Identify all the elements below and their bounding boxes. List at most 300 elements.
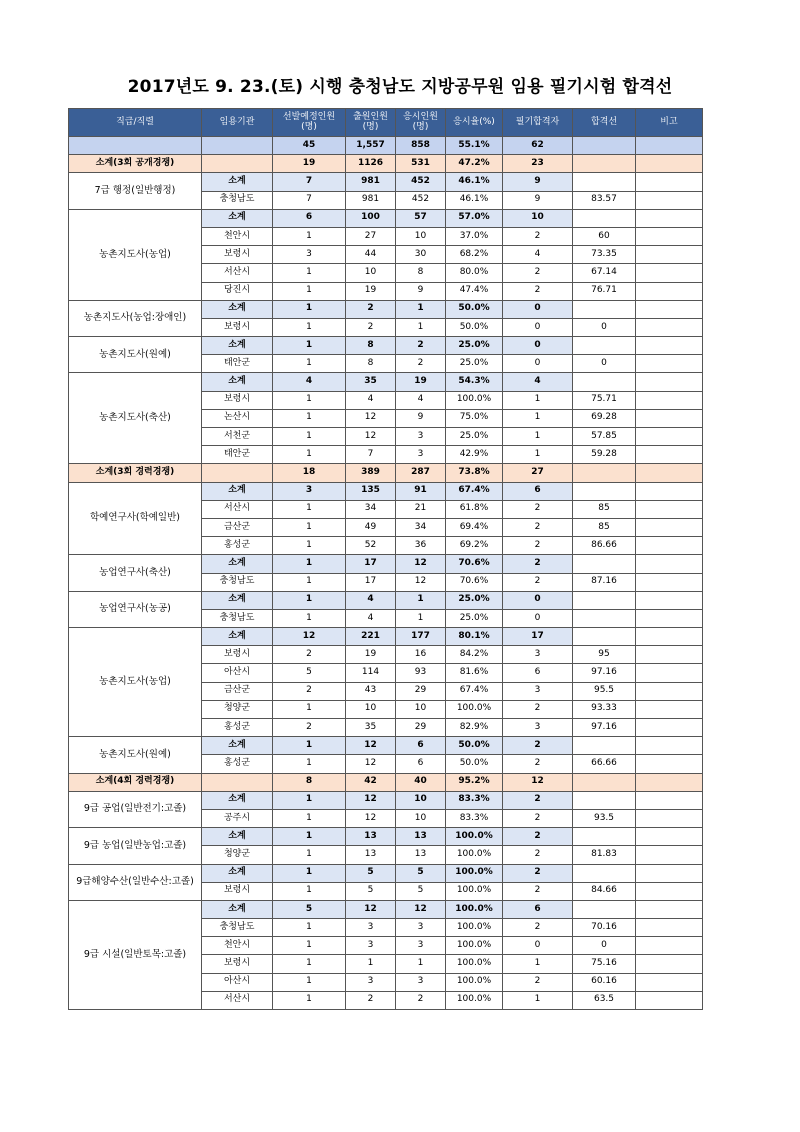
group-name: 9급 농업(일반농업:고졸) <box>69 828 202 864</box>
examinees-cell: 10 <box>396 791 446 809</box>
group-subtotal-row <box>69 300 703 318</box>
cutoff-cell: 0 <box>573 355 636 373</box>
passers-cell: 6 <box>503 900 573 918</box>
planned-cell: 7 <box>273 191 346 209</box>
agency-cell: 홍성군 <box>202 537 273 555</box>
remarks-cell <box>636 337 703 355</box>
examinees-cell: 2 <box>396 337 446 355</box>
applicants-cell: 12 <box>346 791 396 809</box>
cutoff-cell <box>573 555 636 573</box>
agency-cell: 보령시 <box>202 246 273 264</box>
rate-cell: 54.3% <box>446 373 503 391</box>
applicants-cell: 52 <box>346 537 396 555</box>
passers-cell: 17 <box>503 628 573 646</box>
remarks-cell <box>636 628 703 646</box>
examinees-cell: 452 <box>396 173 446 191</box>
passers-cell: 2 <box>503 973 573 991</box>
passers-cell: 2 <box>503 882 573 900</box>
remarks-cell <box>636 391 703 409</box>
header-rate: 응시율(%) <box>446 109 503 137</box>
rate-cell: 69.4% <box>446 518 503 536</box>
group-name: 농업연구사(농공) <box>69 591 202 627</box>
passers-cell: 2 <box>503 500 573 518</box>
cutoff-cell: 93.5 <box>573 809 636 827</box>
agency-cell: 금산군 <box>202 518 273 536</box>
planned-cell: 1 <box>273 227 346 245</box>
agency-cell: 서천군 <box>202 428 273 446</box>
applicants-cell: 3 <box>346 937 396 955</box>
section-remarks <box>636 773 703 791</box>
remarks-cell <box>636 482 703 500</box>
rate-cell: 100.0% <box>446 991 503 1009</box>
rate-cell: 81.6% <box>446 664 503 682</box>
group-name: 농촌지도사(원예) <box>69 737 202 773</box>
applicants-cell: 3 <box>346 919 396 937</box>
remarks-cell <box>636 209 703 227</box>
examinees-cell: 1 <box>396 318 446 336</box>
passers-cell: 1 <box>503 409 573 427</box>
group-name: 농촌지도사(농업:장애인) <box>69 300 202 336</box>
agency-cell: 소계 <box>202 591 273 609</box>
remarks-cell <box>636 591 703 609</box>
agency-cell: 홍성군 <box>202 719 273 737</box>
applicants-cell: 43 <box>346 682 396 700</box>
examinees-cell: 91 <box>396 482 446 500</box>
cutoff-cell: 95 <box>573 646 636 664</box>
rate-cell: 100.0% <box>446 828 503 846</box>
cutoff-cell: 85 <box>573 518 636 536</box>
planned-cell: 1 <box>273 809 346 827</box>
header-cutoff: 합격선 <box>573 109 636 137</box>
cutoff-cell: 69.28 <box>573 409 636 427</box>
planned-cell: 1 <box>273 318 346 336</box>
passers-cell: 9 <box>503 173 573 191</box>
examinees-cell: 10 <box>396 700 446 718</box>
agency-cell: 보령시 <box>202 646 273 664</box>
passers-cell: 2 <box>503 919 573 937</box>
agency-cell: 소계 <box>202 864 273 882</box>
cutoff-cell: 93.33 <box>573 700 636 718</box>
total-passers: 62 <box>503 137 573 155</box>
cutoff-cell: 81.83 <box>573 846 636 864</box>
examinees-cell: 452 <box>396 191 446 209</box>
applicants-cell: 114 <box>346 664 396 682</box>
examinees-cell: 9 <box>396 409 446 427</box>
planned-cell: 1 <box>273 591 346 609</box>
cutoff-cell: 76.71 <box>573 282 636 300</box>
applicants-cell: 10 <box>346 700 396 718</box>
rate-cell: 100.0% <box>446 700 503 718</box>
agency-cell: 소계 <box>202 828 273 846</box>
section-rate: 73.8% <box>446 464 503 482</box>
planned-cell: 1 <box>273 882 346 900</box>
agency-cell: 공주시 <box>202 809 273 827</box>
planned-cell: 1 <box>273 791 346 809</box>
agency-cell: 서산시 <box>202 500 273 518</box>
passers-cell: 1 <box>503 991 573 1009</box>
examinees-cell: 6 <box>396 755 446 773</box>
rate-cell: 25.0% <box>446 337 503 355</box>
rate-cell: 100.0% <box>446 919 503 937</box>
planned-cell: 1 <box>273 391 346 409</box>
results-table <box>68 108 703 1010</box>
applicants-cell: 7 <box>346 446 396 464</box>
rate-cell: 100.0% <box>446 937 503 955</box>
applicants-cell: 19 <box>346 282 396 300</box>
applicants-cell: 49 <box>346 518 396 536</box>
examinees-cell: 21 <box>396 500 446 518</box>
examinees-cell: 2 <box>396 991 446 1009</box>
agency-cell: 충청남도 <box>202 573 273 591</box>
cutoff-cell: 84.66 <box>573 882 636 900</box>
passers-cell: 3 <box>503 682 573 700</box>
applicants-cell: 8 <box>346 337 396 355</box>
examinees-cell: 4 <box>396 391 446 409</box>
planned-cell: 3 <box>273 246 346 264</box>
examinees-cell: 93 <box>396 664 446 682</box>
passers-cell: 2 <box>503 700 573 718</box>
header-applicants-unit: (명) <box>362 121 379 132</box>
cutoff-cell <box>573 209 636 227</box>
planned-cell: 1 <box>273 991 346 1009</box>
section-agency-cell <box>202 155 273 173</box>
passers-cell: 10 <box>503 209 573 227</box>
remarks-cell <box>636 246 703 264</box>
group-name: 9급 시설(일반토목:고졸) <box>69 900 202 1009</box>
cutoff-cell <box>573 482 636 500</box>
group-name: 7급 행정(일반행정) <box>69 173 202 209</box>
planned-cell: 1 <box>273 755 346 773</box>
total-applicants: 1,557 <box>346 137 396 155</box>
passers-cell: 1 <box>503 391 573 409</box>
section-planned: 8 <box>273 773 346 791</box>
planned-cell: 1 <box>273 500 346 518</box>
rate-cell: 46.1% <box>446 173 503 191</box>
section-label: 소계(4회 경력경쟁) <box>69 773 202 791</box>
cutoff-cell: 0 <box>573 318 636 336</box>
cutoff-cell: 75.16 <box>573 955 636 973</box>
applicants-cell: 13 <box>346 828 396 846</box>
planned-cell: 12 <box>273 628 346 646</box>
passers-cell: 1 <box>503 446 573 464</box>
remarks-cell <box>636 609 703 627</box>
cutoff-cell <box>573 337 636 355</box>
examinees-cell: 3 <box>396 973 446 991</box>
examinees-cell: 5 <box>396 864 446 882</box>
remarks-cell <box>636 227 703 245</box>
section-planned: 19 <box>273 155 346 173</box>
remarks-cell <box>636 937 703 955</box>
rate-cell: 69.2% <box>446 537 503 555</box>
passers-cell: 3 <box>503 719 573 737</box>
remarks-cell <box>636 791 703 809</box>
remarks-cell <box>636 500 703 518</box>
planned-cell: 1 <box>273 446 346 464</box>
applicants-cell: 34 <box>346 500 396 518</box>
planned-cell: 2 <box>273 719 346 737</box>
passers-cell: 2 <box>503 518 573 536</box>
rate-cell: 100.0% <box>446 955 503 973</box>
planned-cell: 1 <box>273 337 346 355</box>
examinees-cell: 8 <box>396 264 446 282</box>
section-subtotal-row <box>69 464 703 482</box>
applicants-cell: 1 <box>346 955 396 973</box>
header-applicants-label: 출원인원 <box>353 111 388 122</box>
remarks-cell <box>636 973 703 991</box>
examinees-cell: 29 <box>396 682 446 700</box>
passers-cell: 4 <box>503 246 573 264</box>
planned-cell: 1 <box>273 555 346 573</box>
agency-cell: 태안군 <box>202 355 273 373</box>
applicants-cell: 17 <box>346 573 396 591</box>
section-passers: 23 <box>503 155 573 173</box>
group-name: 농촌지도사(농업) <box>69 209 202 300</box>
group-subtotal-row <box>69 591 703 609</box>
agency-cell: 천안시 <box>202 227 273 245</box>
total-planned: 45 <box>273 137 346 155</box>
passers-cell: 6 <box>503 482 573 500</box>
passers-cell: 4 <box>503 373 573 391</box>
passers-cell: 3 <box>503 646 573 664</box>
group-subtotal-row <box>69 900 703 918</box>
group-subtotal-row <box>69 209 703 227</box>
applicants-cell: 19 <box>346 646 396 664</box>
agency-cell: 소계 <box>202 209 273 227</box>
applicants-cell: 27 <box>346 227 396 245</box>
planned-cell: 1 <box>273 355 346 373</box>
header-row <box>69 109 703 137</box>
planned-cell: 5 <box>273 664 346 682</box>
applicants-cell: 221 <box>346 628 396 646</box>
section-remarks <box>636 464 703 482</box>
section-passers: 12 <box>503 773 573 791</box>
planned-cell: 1 <box>273 409 346 427</box>
planned-cell: 2 <box>273 646 346 664</box>
rate-cell: 68.2% <box>446 246 503 264</box>
agency-cell: 소계 <box>202 900 273 918</box>
rate-cell: 57.0% <box>446 209 503 227</box>
examinees-cell: 57 <box>396 209 446 227</box>
remarks-cell <box>636 573 703 591</box>
cutoff-cell <box>573 864 636 882</box>
examinees-cell: 29 <box>396 719 446 737</box>
planned-cell: 1 <box>273 537 346 555</box>
agency-cell: 홍성군 <box>202 755 273 773</box>
total-remarks <box>636 137 703 155</box>
group-name: 9급 공업(일반전기:고졸) <box>69 791 202 827</box>
cutoff-cell: 97.16 <box>573 664 636 682</box>
cutoff-cell: 57.85 <box>573 428 636 446</box>
applicants-cell: 12 <box>346 428 396 446</box>
examinees-cell: 177 <box>396 628 446 646</box>
section-subtotal-row <box>69 155 703 173</box>
header-passers: 필기합격자 <box>503 109 573 137</box>
agency-cell: 당진시 <box>202 282 273 300</box>
group-subtotal-row <box>69 555 703 573</box>
passers-cell: 0 <box>503 300 573 318</box>
group-subtotal-row <box>69 337 703 355</box>
header-planned-label: 선발예정인원 <box>282 111 336 122</box>
rate-cell: 100.0% <box>446 973 503 991</box>
examinees-cell: 3 <box>396 446 446 464</box>
agency-cell: 논산시 <box>202 409 273 427</box>
remarks-cell <box>636 700 703 718</box>
planned-cell: 1 <box>273 700 346 718</box>
remarks-cell <box>636 682 703 700</box>
passers-cell: 1 <box>503 428 573 446</box>
examinees-cell: 1 <box>396 609 446 627</box>
planned-cell: 1 <box>273 937 346 955</box>
remarks-cell <box>636 882 703 900</box>
rate-cell: 50.0% <box>446 737 503 755</box>
planned-cell: 3 <box>273 482 346 500</box>
section-rate: 47.2% <box>446 155 503 173</box>
applicants-cell: 981 <box>346 191 396 209</box>
rate-cell: 75.0% <box>446 409 503 427</box>
remarks-cell <box>636 664 703 682</box>
rate-cell: 37.0% <box>446 227 503 245</box>
applicants-cell: 10 <box>346 264 396 282</box>
section-passers: 27 <box>503 464 573 482</box>
cutoff-cell: 67.14 <box>573 264 636 282</box>
examinees-cell: 12 <box>396 555 446 573</box>
section-agency-cell <box>202 464 273 482</box>
remarks-cell <box>636 318 703 336</box>
remarks-cell <box>636 409 703 427</box>
cutoff-cell: 70.16 <box>573 919 636 937</box>
remarks-cell <box>636 846 703 864</box>
agency-cell: 보령시 <box>202 882 273 900</box>
header-examinees-label: 응시인원 <box>403 111 438 122</box>
rate-cell: 46.1% <box>446 191 503 209</box>
passers-cell: 2 <box>503 828 573 846</box>
remarks-cell <box>636 919 703 937</box>
rate-cell: 25.0% <box>446 355 503 373</box>
cutoff-cell: 60.16 <box>573 973 636 991</box>
cutoff-cell: 85 <box>573 500 636 518</box>
cutoff-cell: 87.16 <box>573 573 636 591</box>
group-name: 9급해양수산(일반수산:고졸) <box>69 864 202 900</box>
section-label: 소계(3회 공개경쟁) <box>69 155 202 173</box>
passers-cell: 0 <box>503 937 573 955</box>
agency-cell: 서산시 <box>202 991 273 1009</box>
remarks-cell <box>636 173 703 191</box>
agency-cell: 소계 <box>202 173 273 191</box>
applicants-cell: 981 <box>346 173 396 191</box>
section-cutoff <box>573 773 636 791</box>
examinees-cell: 12 <box>396 573 446 591</box>
header-position: 직급/직렬 <box>69 109 202 137</box>
rate-cell: 50.0% <box>446 300 503 318</box>
planned-cell: 1 <box>273 973 346 991</box>
section-applicants: 1126 <box>346 155 396 173</box>
total-label-cell <box>69 137 202 155</box>
applicants-cell: 4 <box>346 609 396 627</box>
passers-cell: 0 <box>503 591 573 609</box>
remarks-cell <box>636 264 703 282</box>
rate-cell: 83.3% <box>446 791 503 809</box>
applicants-cell: 2 <box>346 300 396 318</box>
cutoff-cell: 63.5 <box>573 991 636 1009</box>
remarks-cell <box>636 719 703 737</box>
agency-cell: 보령시 <box>202 391 273 409</box>
planned-cell: 1 <box>273 573 346 591</box>
section-cutoff <box>573 155 636 173</box>
rate-cell: 100.0% <box>446 864 503 882</box>
examinees-cell: 5 <box>396 882 446 900</box>
planned-cell: 1 <box>273 737 346 755</box>
rate-cell: 67.4% <box>446 482 503 500</box>
planned-cell: 7 <box>273 173 346 191</box>
rate-cell: 100.0% <box>446 900 503 918</box>
section-examinees: 40 <box>396 773 446 791</box>
applicants-cell: 135 <box>346 482 396 500</box>
passers-cell: 1 <box>503 955 573 973</box>
agency-cell: 소계 <box>202 482 273 500</box>
applicants-cell: 35 <box>346 373 396 391</box>
applicants-cell: 3 <box>346 973 396 991</box>
remarks-cell <box>636 828 703 846</box>
remarks-cell <box>636 355 703 373</box>
passers-cell: 2 <box>503 573 573 591</box>
cutoff-cell <box>573 373 636 391</box>
applicants-cell: 5 <box>346 864 396 882</box>
planned-cell: 1 <box>273 846 346 864</box>
planned-cell: 6 <box>273 209 346 227</box>
cutoff-cell: 97.16 <box>573 719 636 737</box>
agency-cell: 소계 <box>202 628 273 646</box>
examinees-cell: 10 <box>396 227 446 245</box>
group-name: 농촌지도사(축산) <box>69 373 202 464</box>
passers-cell: 0 <box>503 318 573 336</box>
rate-cell: 47.4% <box>446 282 503 300</box>
agency-cell: 소계 <box>202 337 273 355</box>
planned-cell: 1 <box>273 518 346 536</box>
remarks-cell <box>636 900 703 918</box>
applicants-cell: 5 <box>346 882 396 900</box>
agency-cell: 청양군 <box>202 700 273 718</box>
cutoff-cell: 60 <box>573 227 636 245</box>
examinees-cell: 36 <box>396 537 446 555</box>
agency-cell: 충청남도 <box>202 609 273 627</box>
examinees-cell: 3 <box>396 919 446 937</box>
rate-cell: 83.3% <box>446 809 503 827</box>
rate-cell: 100.0% <box>446 846 503 864</box>
remarks-cell <box>636 518 703 536</box>
cutoff-cell: 75.71 <box>573 391 636 409</box>
cutoff-cell: 66.66 <box>573 755 636 773</box>
group-name: 학예연구사(학예일반) <box>69 482 202 555</box>
agency-cell: 천안시 <box>202 937 273 955</box>
passers-cell: 2 <box>503 555 573 573</box>
examinees-cell: 6 <box>396 737 446 755</box>
cutoff-cell <box>573 628 636 646</box>
rate-cell: 61.8% <box>446 500 503 518</box>
header-agency: 임용기관 <box>202 109 273 137</box>
remarks-cell <box>636 446 703 464</box>
examinees-cell: 10 <box>396 809 446 827</box>
agency-cell: 소계 <box>202 737 273 755</box>
group-subtotal-row <box>69 864 703 882</box>
agency-cell: 충청남도 <box>202 919 273 937</box>
agency-cell: 금산군 <box>202 682 273 700</box>
planned-cell: 1 <box>273 919 346 937</box>
total-rate: 55.1% <box>446 137 503 155</box>
section-planned: 18 <box>273 464 346 482</box>
remarks-cell <box>636 991 703 1009</box>
section-remarks <box>636 155 703 173</box>
planned-cell: 2 <box>273 682 346 700</box>
